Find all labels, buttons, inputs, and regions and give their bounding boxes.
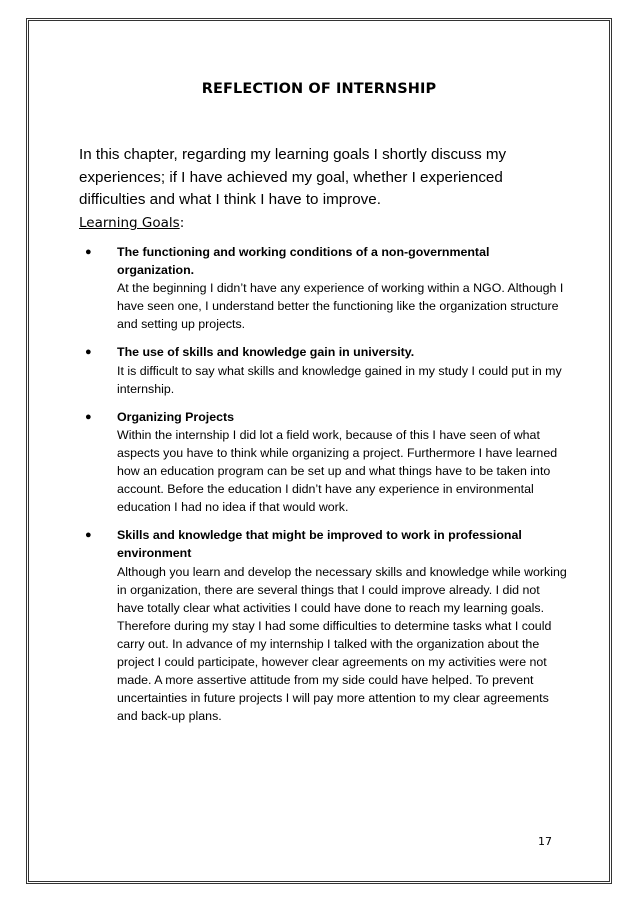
bullet-icon: ● xyxy=(85,529,92,542)
list-item-title: The functioning and working conditions of a non-governmental organization. xyxy=(117,245,490,278)
list-item xyxy=(79,343,569,397)
page-number: 17 xyxy=(538,835,552,848)
list-item-text: Although you learn and develop the necessary skills and knowledge while working in organization, there are several things that I could improve already. I did not have totally clear what activities I could have done to reach my learning goals. Therefore during my stay I had some difficulties to determine tasks what I could carry out. In advance of my internship I talked with the organization about the project I could participate, however clear agreements on my activities were not made. A more assertive attitude from my side could have helped. To prevent uncertainties in future projects I will pay more attention to my clear agreements and back-up plans. xyxy=(117,564,567,724)
section-heading xyxy=(79,215,184,231)
list-item-text: It is difficult to say what skills and knowledge gained in my study I could put in my internship. xyxy=(117,363,562,396)
section-heading-colon: : xyxy=(179,215,185,231)
bullet-icon: ● xyxy=(85,410,92,423)
list-item-text: Within the internship I did lot a field work, because of this I have seen of what aspects you have to think while organizing a project. Furthermore I have learned how an education program can be set up and what things have to be taken into account. Before the education I didn’t have any experience in environmental education I had no idea if that would work. xyxy=(117,427,558,515)
bullet-icon: ● xyxy=(85,346,92,359)
bullet-icon: ● xyxy=(85,246,92,258)
list-item-title: Organizing Projects xyxy=(117,409,235,424)
list-item xyxy=(79,526,569,725)
page-title: REFLECTION OF INTERNSHIP xyxy=(201,81,437,97)
list-item-title: Skills and knowledge that might be improved to work in professional environment xyxy=(117,528,522,561)
intro-paragraph: In this chapter, regarding my learning goals I shortly discuss my experiences; if I have achieved my goal, whether I experienced difficulties and what I think I have to improve. xyxy=(79,146,507,208)
section-heading-text: Learning Goals xyxy=(79,215,180,231)
list-item-title: The use of skills and knowledge gain in university. xyxy=(117,345,415,360)
list-item xyxy=(79,408,569,517)
learning-goals-list xyxy=(79,243,569,735)
list-item xyxy=(79,243,569,333)
list-item-text: At the beginning I didn’t have any experience of working within a NGO. Although I have seen one, I understand better the functioning like the organization structure and setting up projects. xyxy=(117,281,564,332)
